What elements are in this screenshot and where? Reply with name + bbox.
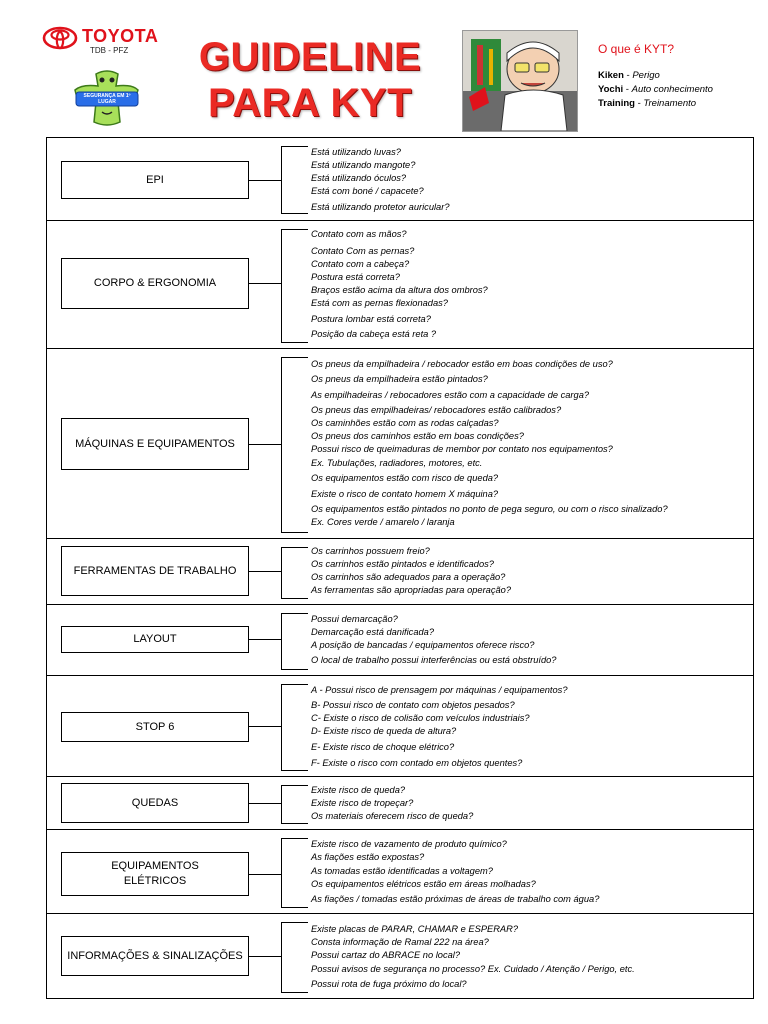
title-line-1: GUIDELINE [198,35,422,79]
list-item: Os pneus da empilhadeira estão pintados? [311,374,488,384]
kyt-def-kiken: Kiken - Perigo [598,70,660,81]
section-label-corpo: CORPO & ERGONOMIA [61,258,249,309]
list-item: Existe risco de vazamento de produto químico? [311,839,507,849]
list-item: Está utilizando mangote? [311,160,416,170]
list-item: A posição de bancadas / equipamentos oferece risco? [311,640,535,650]
plant-code: TDB - PFZ [90,46,129,55]
list-item: Os equipamentos estão com risco de queda? [311,473,499,483]
list-item: F- Existe o risco com contado em objetos quentes? [311,758,523,768]
list-item: Contato Com as pernas? [311,246,415,256]
list-item: Existe risco de queda? [311,785,406,795]
list-item: Os equipamentos estão pintados no ponto de pega seguro, ou com o risco sinalizado? [311,504,668,514]
kyt-question: O que é KYT? [598,42,675,56]
list-item: Existe o risco de contato homem X máquina? [311,489,499,499]
toyota-emblem-icon [42,26,78,50]
section-stop6 [46,676,754,777]
list-item: As fiações / tomadas estão próximas de áreas de trabalho com água? [311,894,600,904]
section-label-maquinas: MÁQUINAS E EQUIPAMENTOS [61,418,249,470]
kyt-def-yochi: Yochi - Auto conhecimento [598,84,713,95]
section-label-stop6: STOP 6 [61,712,249,742]
section-label-epi: EPI [61,161,249,199]
list-item: A - Possui risco de prensagem por máquinas / equipamentos? [311,685,568,695]
list-item: Os equipamentos elétricos estão em áreas molhadas? [311,879,536,889]
section-label-informacoes: INFORMAÇÕES & SINALIZAÇÕES [61,936,249,976]
list-item: Está com as pernas flexionadas? [311,298,448,308]
page-title [180,34,440,126]
list-item: Os caminhões estão com as rodas calçadas? [311,418,499,428]
worker-illustration [462,30,578,132]
section-label-eletricos [61,852,249,896]
list-item: Os pneus das empilhadeiras/ rebocadores estão calibrados? [311,405,562,415]
section-label-quedas: QUEDAS [61,783,249,823]
kyt-definition [598,42,768,111]
section-informacoes [46,914,754,999]
list-item: Existe placas de PARAR, CHAMAR e ESPERAR? [311,924,519,934]
section-label-line-1: EQUIPAMENTOS [111,860,199,872]
list-item: Braços estão acima da altura dos ombros? [311,285,488,295]
list-item: Os carrinhos estão pintados e identificados? [311,559,494,569]
list-item: Os pneus da empilhadeira / rebocador estão em boas condições de uso? [311,359,613,369]
list-item: B- Possui risco de contato com objetos pesados? [311,700,515,710]
list-item: Contato com as mãos? [311,229,407,239]
list-item: Está com boné / capacete? [311,186,424,196]
list-item: As fiações estão expostas? [311,852,425,862]
list-item: O local de trabalho possui interferências ou está obstruído? [311,655,557,665]
list-item: Consta informação de Ramal 222 na área? [311,937,489,947]
list-item: Possui avisos de segurança no processo? Ex. Cuidado / Atenção / Perigo, etc. [311,964,635,974]
safety-mascot [72,66,142,128]
list-item: Postura lombar está correta? [311,314,431,324]
list-item: As tomadas estão identificadas a voltagem? [311,866,493,876]
list-item: Posição da cabeça está reta ? [311,329,437,339]
list-item: Os pneus dos caminhos estão em boas condições? [311,431,524,441]
header [0,0,768,135]
kyt-def-training: Training - Treinamento [598,98,697,109]
section-label-layout: LAYOUT [61,626,249,653]
list-item: Contato com a cabeça? [311,259,410,269]
list-item: Possui risco de queimaduras de membor por contato nos equipamentos? [311,444,613,454]
list-item: Está utilizando óculos? [311,173,407,183]
list-item: Existe risco de tropeçar? [311,798,414,808]
list-item: Possui cartaz do ABRACE no local? [311,950,460,960]
section-ferramentas [46,539,754,605]
section-layout [46,605,754,676]
list-item: Está utilizando protetor auricular? [311,202,450,212]
list-item: C- Existe o risco de colisão com veículos industriais? [311,713,530,723]
section-equipamentos-eletricos [46,830,754,914]
list-item: Postura está correta? [311,272,400,282]
list-item: Os materiais oferecem risco de queda? [311,811,474,821]
list-item: Os carrinhos são adequados para a operação? [311,572,506,582]
list-item: As empilhadeiras / rebocadores estão com a capacidade de carga? [311,390,590,400]
list-item: As ferramentas são apropriadas para operação? [311,585,512,595]
section-label-ferramentas: FERRAMENTAS DE TRABALHO [61,546,249,596]
list-item: Possui rota de fuga próximo do local? [311,979,467,989]
section-maquinas [46,349,754,539]
section-epi [46,137,754,221]
list-item: Os carrinhos possuem freio? [311,546,430,556]
list-item: Demarcação está danificada? [311,627,434,637]
list-item: Ex. Tubulações, radiadores, motores, etc. [311,458,483,468]
list-item: Ex. Cores verde / amarelo / laranja [311,517,455,527]
section-quedas [46,777,754,830]
list-item: E- Existe risco de choque elétrico? [311,742,455,752]
list-item: Possui demarcação? [311,614,398,624]
section-label-line-2: ELÉTRICOS [123,875,187,887]
mascot-text: SEGURANÇA EM 1º LUGAR [83,93,131,105]
list-item: Está utilizando luvas? [311,147,401,157]
brand-name: TOYOTA [82,26,159,46]
section-corpo-ergonomia [46,221,754,349]
title-line-2: PARA KYT [208,81,412,125]
list-item: D- Existe risco de queda de altura? [311,726,457,736]
